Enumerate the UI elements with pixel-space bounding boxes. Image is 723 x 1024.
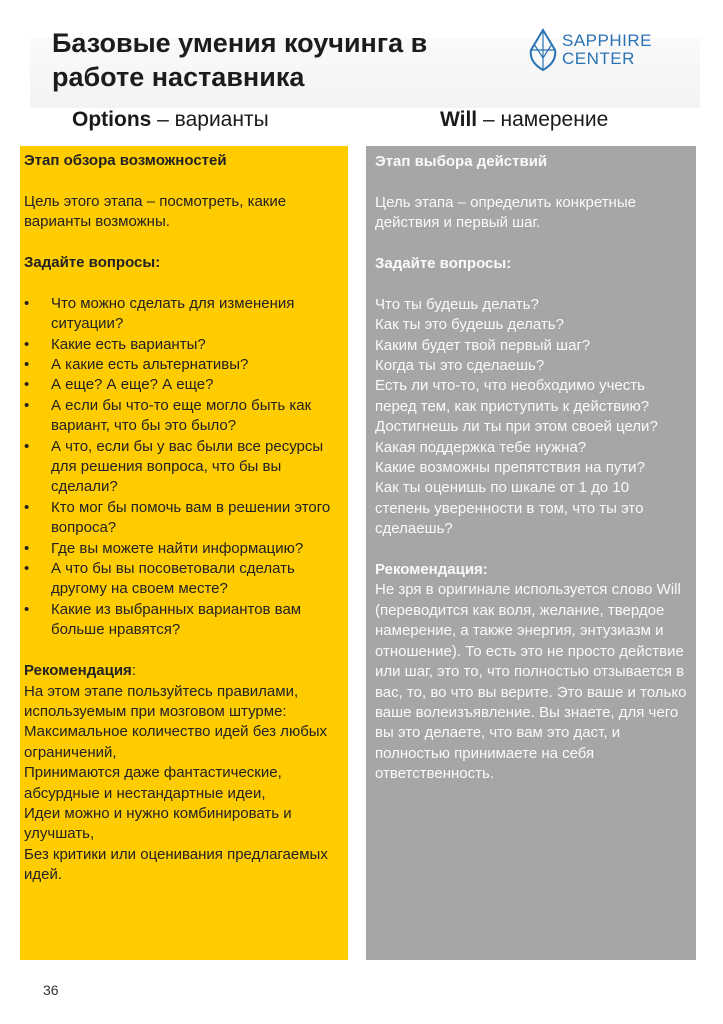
list-item: • Где вы можете найти информацию? xyxy=(24,539,340,559)
options-rec-colon: : xyxy=(131,662,136,680)
options-stage-title: Этап обзора возможностей xyxy=(24,152,227,169)
list-item: Есть ли что-то, что необходимо учесть перед тем, как приступить к действию? xyxy=(375,377,650,415)
will-ask-label: Задайте вопросы: xyxy=(375,255,512,272)
options-goal: Цель этого этапа – посмотреть, какие варианты возможны. xyxy=(24,192,287,231)
will-heading-bold: Will xyxy=(440,108,478,131)
will-question-list xyxy=(375,295,688,540)
list-item: Что ты будешь делать? xyxy=(375,295,539,313)
list-item: • А что, если бы у вас были все ресурсы для решения вопроса, что бы вы сделали? xyxy=(24,437,340,498)
list-item: Максимальное количество идей без любых ограничений, xyxy=(24,723,328,761)
list-item: Принимаются даже фантастические, абсурдные и нестандартные идеи, xyxy=(24,764,282,802)
list-item: • А какие есть альтернативы? xyxy=(24,355,340,375)
options-question-list xyxy=(24,294,340,641)
list-item: • Какие из выбранных вариантов вам больше нравятся? xyxy=(24,600,340,641)
list-item: Достигнешь ли ты при этом своей цели? xyxy=(375,418,658,436)
will-heading xyxy=(440,106,608,134)
options-recommendation-heading xyxy=(24,661,340,681)
logo-line-1: SAPPHIRE xyxy=(562,31,652,50)
page-title: Базовые умения коучинга в работе наставника xyxy=(52,28,428,92)
list-item: • А что бы вы посоветовали сделать другому на своем месте? xyxy=(24,559,340,600)
logo xyxy=(528,26,678,74)
list-item: • Кто мог бы помочь вам в решении этого вопроса? xyxy=(24,498,340,539)
list-item: Когда ты это сделаешь? xyxy=(375,357,545,375)
list-item: • А если бы что-то еще могло быть как вариант, что бы это было? xyxy=(24,396,340,437)
logo-line-2: CENTER xyxy=(562,49,635,68)
will-panel xyxy=(366,146,696,960)
options-heading-bold: Options xyxy=(72,108,152,131)
will-heading-rest: – намерение xyxy=(477,108,609,131)
options-ask-label: Задайте вопросы: xyxy=(24,254,161,271)
options-rec-head-text: Рекомендация xyxy=(24,662,132,680)
list-item: • Какие есть варианты? xyxy=(24,335,340,355)
sapphire-gem-icon xyxy=(528,28,558,72)
will-goal: Цель этапа – определить конкретные действия и первый шаг. xyxy=(375,193,636,232)
will-recommendation-heading: Рекомендация: xyxy=(375,561,488,579)
list-item: Какая поддержка тебе нужна? xyxy=(375,438,587,456)
list-item: • Что можно сделать для изменения ситуации? xyxy=(24,294,340,335)
list-item: Как ты это будешь делать? xyxy=(375,316,564,334)
list-item: Без критики или оценивания предлагаемых идей. xyxy=(24,845,328,884)
will-recommendation-text: Не зря в оригинале используется слово Will (переводится как воля, желание, твердое намерение, а также энергия, энтузиазм и отношение). То есть это не просто действие или шаг, это то, что полностью отзывается в вас, то, во что вы верите. Это ваше и только ваше волеизъявление. Вы знаете, для чего вы это делаете, что вам это даст, и полностью принимаете на себя ответственность. xyxy=(375,581,687,783)
list-item: Каким будет твой первый шаг? xyxy=(375,336,591,354)
options-heading xyxy=(72,106,269,134)
list-item: Идеи можно и нужно комбинировать и улучшать, xyxy=(24,804,292,843)
list-item: Какие возможны препятствия на пути? xyxy=(375,459,645,477)
list-item: • А еще? А еще? А еще? xyxy=(24,375,340,395)
will-stage-title: Этап выбора действий xyxy=(375,153,548,170)
page-number: 36 xyxy=(43,982,59,998)
list-item: На этом этапе пользуйтесь правилами, используемым при мозговом штурме: xyxy=(24,682,299,720)
options-heading-rest: – варианты xyxy=(151,108,269,131)
list-item: Как ты оценишь по шкале от 1 до 10 степень уверенности в том, что ты это сделаешь? xyxy=(375,479,644,538)
options-panel xyxy=(20,146,348,960)
options-recommendation-lines xyxy=(24,682,340,886)
